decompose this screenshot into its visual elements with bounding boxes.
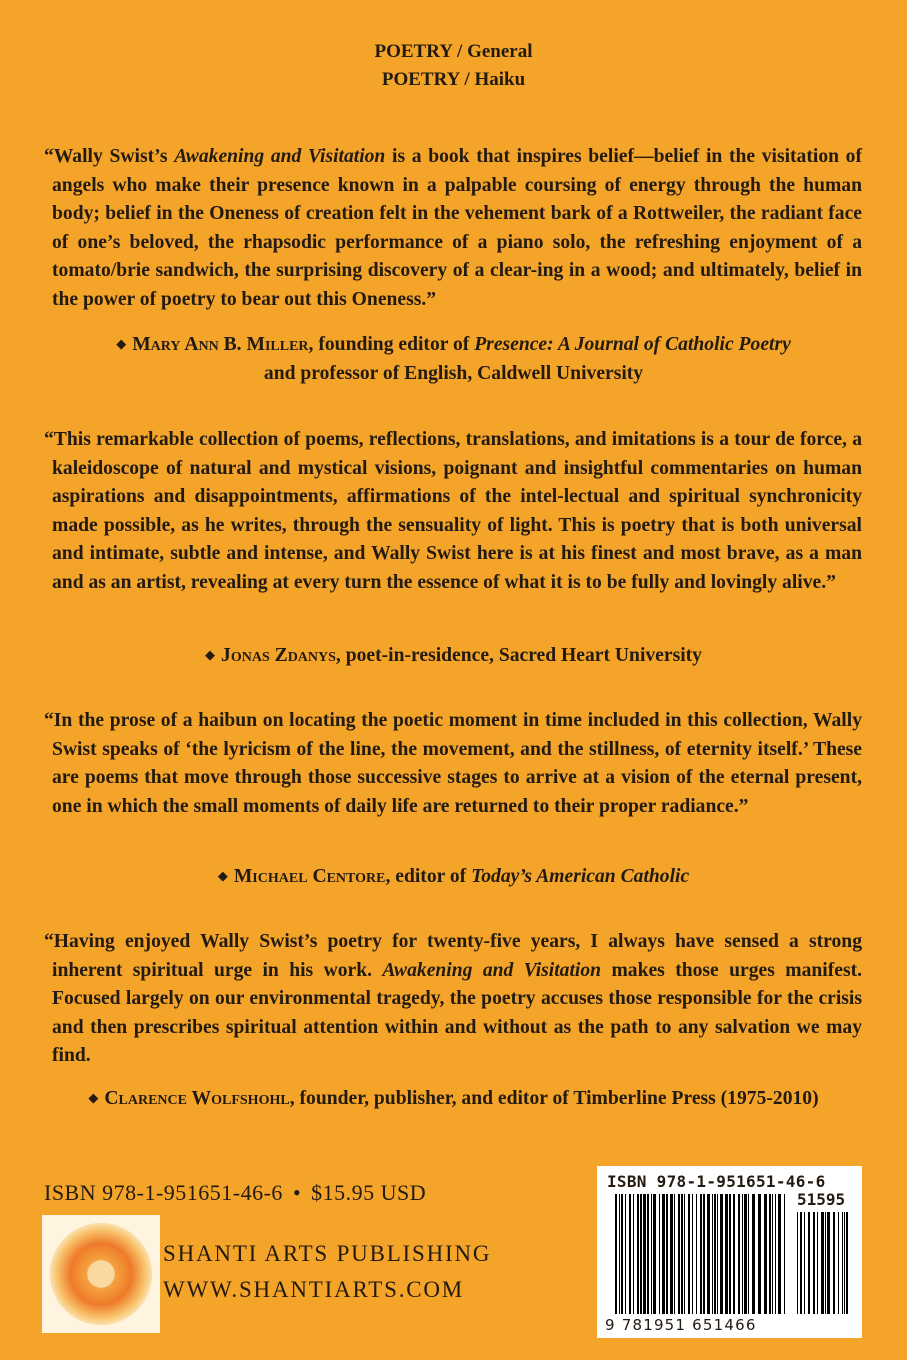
blurb-attribution: ◆ Michael Centore, editor of Today’s American Catholic <box>217 866 690 887</box>
barcode-price-code: 51595 <box>797 1190 846 1209</box>
publisher-website[interactable]: WWW.SHANTIARTS.COM <box>163 1277 465 1302</box>
blurb-attribution: ◆ Clarence Wolfshohl, founder, publisher, and editor of Timberline Press (1975-2010) <box>88 1088 819 1109</box>
blurb-quote: “Having enjoyed Wally Swist’s poetry for twenty-five years, I always have sensed a strong inherent spiritual urge in his work. Awakening and Visitation makes those urges manifest. Focused largely on our environmental tragedy, the poetry accuses those responsible for the crisis and then prescribes spiritual attention within and without as the path to any salvation we may find. <box>44 931 862 1067</box>
barcode-bars <box>597 1166 862 1338</box>
separator: • <box>292 1180 302 1205</box>
price: $15.95 USD <box>311 1180 427 1205</box>
bullet-icon: ◆ <box>116 336 127 351</box>
blurb-quote: “Wally Swist’s Awakening and Visitation is a book that inspires belief—belief in the visitation of angels who make their presence known in a palpable coursing of energy through the human body; belief in the Oneness of creation felt in the vehement bark of a Rottweiler, the radiant face of one’s beloved, the rhapsodic performance of a piano solo, the refreshing enjoyment of a tomato/brie sandwich, the surprising discovery of a clear-ing in a wood; and ultimately, belief in the power of poetry to bear out this Oneness.” <box>44 146 863 310</box>
publisher-block <box>163 1236 491 1308</box>
category-line: POETRY / General <box>374 41 533 62</box>
barcode-isbn: ISBN 978-1-951651-46-6 <box>607 1172 826 1191</box>
barcode <box>597 1166 862 1338</box>
isbn-price-line <box>44 1180 426 1206</box>
blurb-quote: “In the prose of a haibun on locating the poetic moment in time included in this collection, Wally Swist speaks of ‘the lyricism of the line, the movement, and the stillness, of eternity itself.’ These are poems that move through those successive stages to arrive at a vision of the eternal present, one in which the small moments of daily life are returned to their proper radiance.” <box>44 710 862 817</box>
barcode-digits: 9 781951 651466 <box>605 1316 757 1334</box>
bullet-icon: ◆ <box>88 1090 99 1105</box>
bullet-icon: ◆ <box>205 647 216 662</box>
category-list <box>0 38 907 94</box>
blurb-attribution: ◆ Jonas Zdanys, poet-in-residence, Sacred Heart University <box>205 645 702 666</box>
publisher-name: SHANTI ARTS PUBLISHING <box>163 1241 492 1266</box>
blurb-attribution: ◆ Mary Ann B. Miller, founding editor of Presence: A Journal of Catholic Poetry and professor of English, Caldwell University <box>116 334 791 384</box>
sun-logo-icon <box>42 1215 160 1333</box>
category-line: POETRY / Haiku <box>381 69 526 90</box>
blurb-quote: “This remarkable collection of poems, reflections, translations, and imitations is a tour de force, a kaleidoscope of natural and mystical visions, poignant and insightful commentaries on human aspirations and disappointments, affirmations of the intel-lectual and spiritual synchronicity made possible, as he writes, through the sensuality of light. This is poetry that is both universal and intimate, subtle and intense, and Wally Swist here is at his finest and most brave, as a man and as an artist, revealing at every turn the essence of what it is to be fully and lovingly alive.” <box>44 429 862 593</box>
bullet-icon: ◆ <box>217 868 228 883</box>
isbn-text: ISBN 978-1-951651-46-6 <box>44 1180 283 1205</box>
